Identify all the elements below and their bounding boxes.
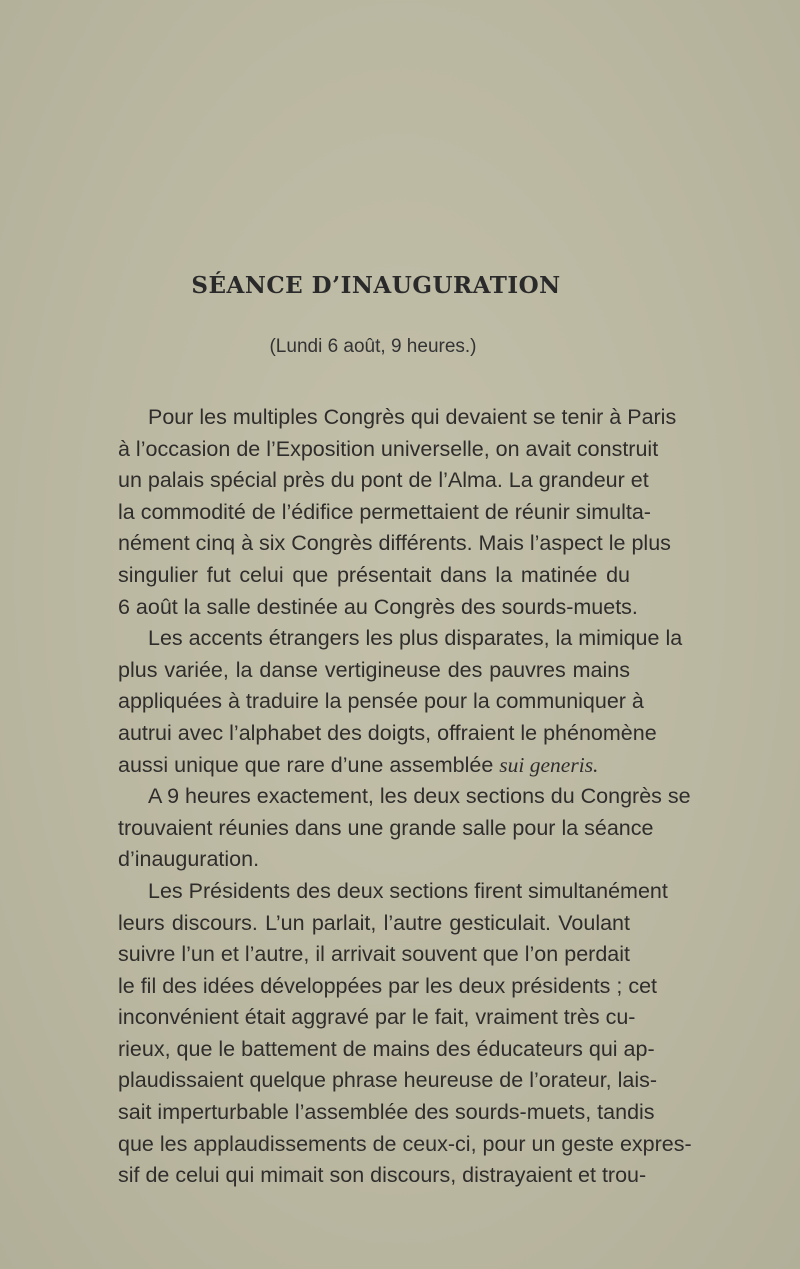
text-line: le fil des idées développées par les deux présidents ; cet xyxy=(118,973,658,998)
text-line: la commodité de l’édifice permettaient de réunir simulta- xyxy=(118,499,651,524)
text-line: singulier fut celui que présentait dans la matinée du xyxy=(118,562,630,587)
text-line: leurs discours. L’un parlait, l’autre gesticulait. Voulant xyxy=(118,910,630,935)
body-text xyxy=(118,402,692,1192)
text-line xyxy=(118,750,630,782)
text-line: inconvénient était aggravé par le fait, vraiment très cu- xyxy=(118,1005,636,1030)
text-line: sait imperturbable l’assemblée des sourds-muets, tandis xyxy=(118,1100,655,1125)
text-line: que les applaudissements de ceux-ci, pour un geste expres- xyxy=(118,1131,692,1156)
text-line: Pour les multiples Congrès qui devaient se tenir à Paris xyxy=(148,405,677,429)
text-line: 6 août la salle destinée au Congrès des sourds-muets. xyxy=(118,594,638,619)
page-title: SÉANCE D’INAUGURATION xyxy=(191,272,561,299)
text-line: plaudissaient quelque phrase heureuse de l’orateur, lais- xyxy=(118,1068,658,1093)
text-line: Les accents étrangers les plus disparates, la mimique la xyxy=(148,626,683,651)
text-line: Les Présidents des deux sections firent simultanément xyxy=(148,878,668,903)
text-line: trouvaient réunies dans une grande salle pour la séance xyxy=(118,815,654,840)
text-line: appliquées à traduire la pensée pour la communiquer à xyxy=(118,689,644,714)
text-line: rieux, que le battement de mains des éducateurs qui ap- xyxy=(118,1036,655,1061)
text-line: à l’occasion de l’Exposition universelle, on avait construit xyxy=(118,436,659,461)
italic-phrase: sui generis. xyxy=(499,752,599,777)
text-line: A 9 heures exactement, les deux sections du Congrès se xyxy=(148,784,691,809)
text-line: autrui avec l’alphabet des doigts, offraient le phénomène xyxy=(118,720,657,745)
text-line: suivre l’un et l’autre, il arrivait souvent que l’on perdait xyxy=(118,942,630,967)
text-line: sif de celui qui mimait son discours, distrayaient et trou- xyxy=(118,1163,647,1188)
page-subtitle: (Lundi 6 août, 9 heures.) xyxy=(269,336,477,357)
text-line: plus variée, la danse vertigineuse des pauvres mains xyxy=(118,657,630,682)
text-line: d’inauguration. xyxy=(118,847,260,872)
text-line: un palais spécial près du pont de l’Alma. La grandeur et xyxy=(118,468,649,493)
text-line: nément cinq à six Congrès différents. Mais l’aspect le plus xyxy=(118,531,671,556)
text-line-start: aussi unique que rare d’une assemblée xyxy=(118,752,494,777)
